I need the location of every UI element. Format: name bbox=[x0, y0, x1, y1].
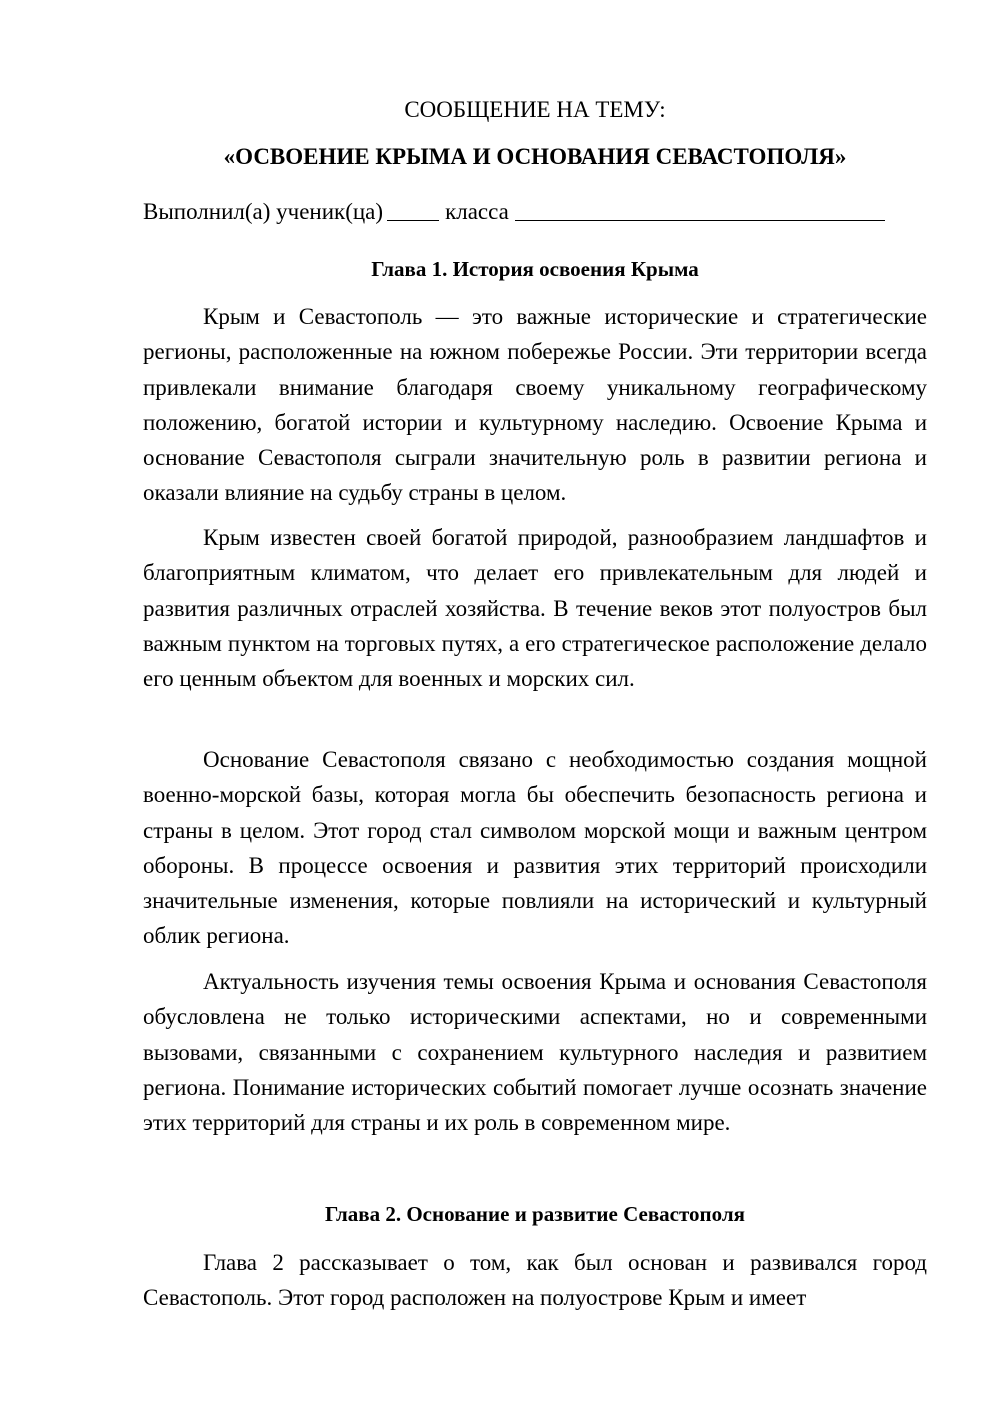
paragraph: Глава 2 рассказывает о том, как был основан и развивался город Севастополь. Этот город расположен на полуострове Крым и имеет bbox=[143, 1250, 927, 1311]
chapter-heading: Глава 2. Основание и развитие Севастополя bbox=[324, 1202, 745, 1226]
author-prefix: Выполнил(а) ученик(ца) bbox=[143, 199, 384, 224]
document-title-line2: «ОСВОЕНИЕ КРЫМА И ОСНОВАНИЯ СЕВАСТОПОЛЯ» bbox=[223, 144, 847, 169]
paragraph: Основание Севастополя связано с необходимостью создания мощной военно-морской базы, которая могла бы обеспечить безопасность региона и страны в целом. Этот город стал символом морской мощи и важным центром обороны. В процессе освоения и развития этих территорий происходили значительные изменения, которые повлияли на исторический и культурный облик региона. bbox=[143, 747, 927, 949]
paragraph: Актуальность изучения темы освоения Крыма и основания Севастополя обусловлена не только историческими аспектами, но и современными вызовами, связанными с сохранением культурного наследия и развитием региона. Понимание исторических событий помогает лучше осознать значение этих территорий для страны и их роль в современном мире. bbox=[143, 969, 927, 1136]
document-title-line1: СООБЩЕНИЕ НА ТЕМУ: bbox=[404, 97, 666, 122]
grade-blank bbox=[387, 200, 439, 221]
author-middle: класса bbox=[445, 199, 509, 224]
paragraph: Крым известен своей богатой природой, разнообразием ландшафтов и благоприятным климатом, что делает его привлекательным для людей и развития различных отраслей хозяйства. В течение веков этот полуостров был важным пунктом на торговых путях, а его стратегическое расположение делало его ценным объектом для военных и морских сил. bbox=[143, 525, 927, 692]
paragraph: Крым и Севастополь — это важные исторические и стратегические регионы, расположенные на южном побережье России. Эти территории всегда привлекали внимание благодаря своему уникальному географическому положению, богатой истории и культурному наследию. Освоение Крыма и основание Севастополя сыграли значительную роль в развитии региона и оказали влияние на судьбу страны в целом. bbox=[143, 304, 927, 506]
document-page bbox=[143, 0, 927, 1414]
author-line bbox=[143, 198, 927, 226]
name-blank bbox=[515, 200, 885, 221]
chapter-heading: Глава 1. История освоения Крыма bbox=[371, 257, 699, 281]
